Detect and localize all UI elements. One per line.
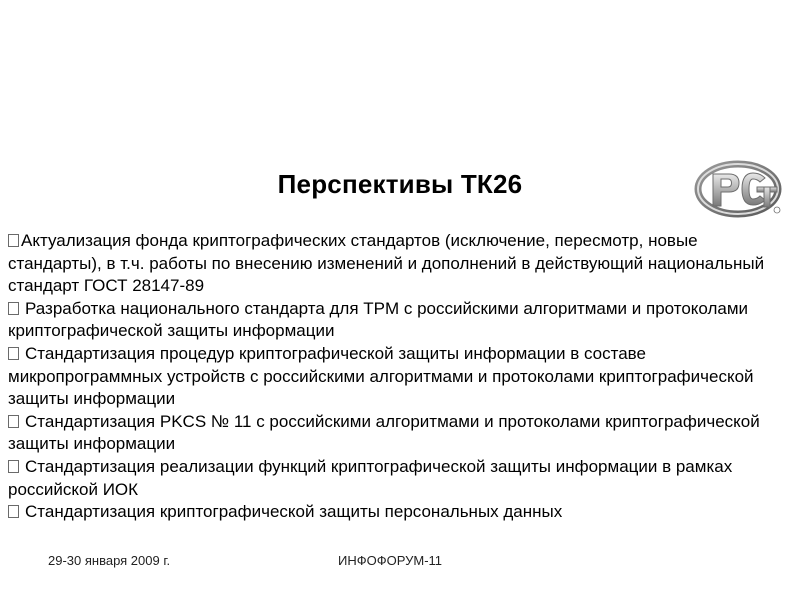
bullet-text: Разработка национального стандарта для TPM с российскими алгоритмами и протоколами криптографической защиты информации bbox=[8, 298, 749, 341]
bullet-item bbox=[8, 230, 794, 298]
footer-date: 29-30 января 2009 г. bbox=[48, 553, 171, 568]
bullet-box-icon bbox=[8, 415, 19, 428]
bullet-item bbox=[8, 411, 794, 456]
bullet-item bbox=[8, 501, 794, 524]
bullet-text: Стандартизация процедур криптографической защиты информации в составе микропрограммных устройств с российскими алгоритмами и протоколами криптографической защиты информации bbox=[8, 343, 754, 409]
bullet-text: Стандартизация PKCS № 11 с российскими алгоритмами и протоколами криптографической защиты информации bbox=[8, 411, 760, 454]
bullet-list bbox=[8, 230, 794, 524]
bullet-box-icon bbox=[8, 347, 19, 360]
bullet-text: Актуализация фонда криптографических стандартов (исключение, пересмотр, новые стандарты), в т.ч. работы по внесению изменений и дополнений в действующий национальный стандарт ГОСТ 28147-89 bbox=[8, 231, 765, 296]
bullet-box-icon bbox=[8, 460, 19, 473]
rst-certification-logo-icon bbox=[693, 160, 783, 218]
bullet-box-icon bbox=[8, 234, 19, 247]
footer-event-name: ИНФОФОРУМ-11 bbox=[338, 553, 443, 568]
bullet-box-icon bbox=[8, 302, 19, 315]
bullet-item bbox=[8, 456, 794, 501]
slide-title: Перспективы ТК26 bbox=[277, 169, 523, 199]
bullet-box-icon bbox=[8, 505, 19, 518]
bullet-text: Стандартизация криптографической защиты персональных данных bbox=[25, 502, 563, 522]
bullet-item bbox=[8, 343, 794, 411]
bullet-item bbox=[8, 298, 794, 343]
bullet-text: Стандартизация реализации функций криптографической защиты информации в рамках российской ИОК bbox=[8, 456, 733, 499]
